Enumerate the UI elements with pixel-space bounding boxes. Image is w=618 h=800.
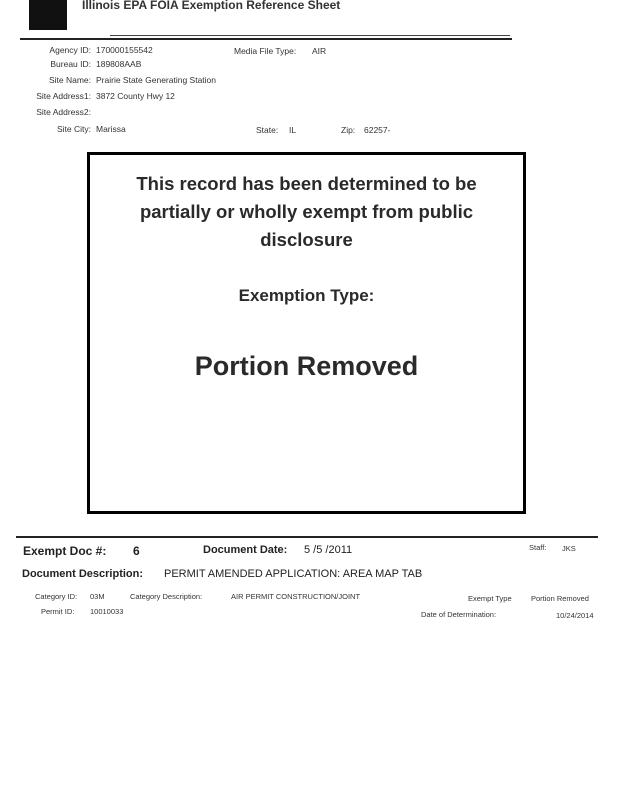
footer-divider (16, 536, 598, 538)
exemption-message: This record has been determined to be partially or wholly exempt from public disclosure (136, 173, 477, 250)
state-value: IL (289, 125, 297, 135)
header-divider-thin (110, 35, 510, 36)
category-description-label: Category Description: (130, 592, 203, 601)
site-address1-label: Site Address1: (36, 91, 91, 101)
exemption-type-value: Portion Removed (194, 351, 419, 381)
site-city-label: Site City: (56, 124, 91, 134)
exempt-doc-label: Exempt Doc #: (23, 544, 107, 558)
zip-value: 62257- (364, 125, 391, 135)
document-date-label: Document Date: (203, 544, 288, 556)
site-city-value: Marissa (96, 124, 126, 134)
permit-id-label: Permit ID: (41, 607, 75, 616)
exemption-stamp-box (87, 152, 526, 514)
category-id-label: Category ID: (35, 592, 78, 601)
exempt-type-label: Exempt Type (468, 594, 512, 603)
date-of-determination-value: 10/24/2014 (556, 611, 594, 620)
zip-label: Zip: (341, 125, 356, 135)
exempt-doc-value: 6 (133, 544, 140, 558)
media-file-type-value: AIR (312, 46, 327, 56)
site-address1-value: 3872 County Hwy 12 (96, 91, 175, 101)
media-file-type-label: Media File Type: (234, 46, 297, 56)
site-address2-label: Site Address2: (36, 107, 91, 117)
bureau-id-label: Bureau ID: (50, 59, 91, 69)
category-id-value: 03M (90, 592, 105, 601)
document-description-label: Document Description: (22, 568, 144, 580)
permit-id-value: 10010033 (90, 607, 124, 616)
agency-id-value: 170000155542 (96, 45, 153, 55)
agency-logo-block (29, 0, 67, 30)
document-description-value: PERMIT AMENDED APPLICATION: AREA MAP TAB (164, 568, 423, 580)
category-description-value: AIR PERMIT CONSTRUCTION/JOINT (231, 592, 361, 601)
agency-id-label: Agency ID: (49, 45, 91, 55)
date-of-determination-label: Date of Determination: (421, 610, 497, 619)
staff-label: Staff: (529, 543, 547, 552)
site-name-value: Prairie State Generating Station (96, 75, 217, 85)
document-date-value: 5 /5 /2011 (304, 544, 353, 556)
staff-value: JKS (562, 544, 576, 553)
site-name-label: Site Name: (48, 75, 91, 85)
exemption-type-label: Exemption Type: (238, 286, 375, 305)
sheet-title: Illinois EPA FOIA Exemption Reference Sheet (82, 0, 341, 12)
state-label: State: (256, 125, 279, 135)
header-divider (20, 38, 512, 40)
exempt-type-value: Portion Removed (531, 594, 589, 603)
bureau-id-value: 189808AAB (96, 59, 142, 69)
